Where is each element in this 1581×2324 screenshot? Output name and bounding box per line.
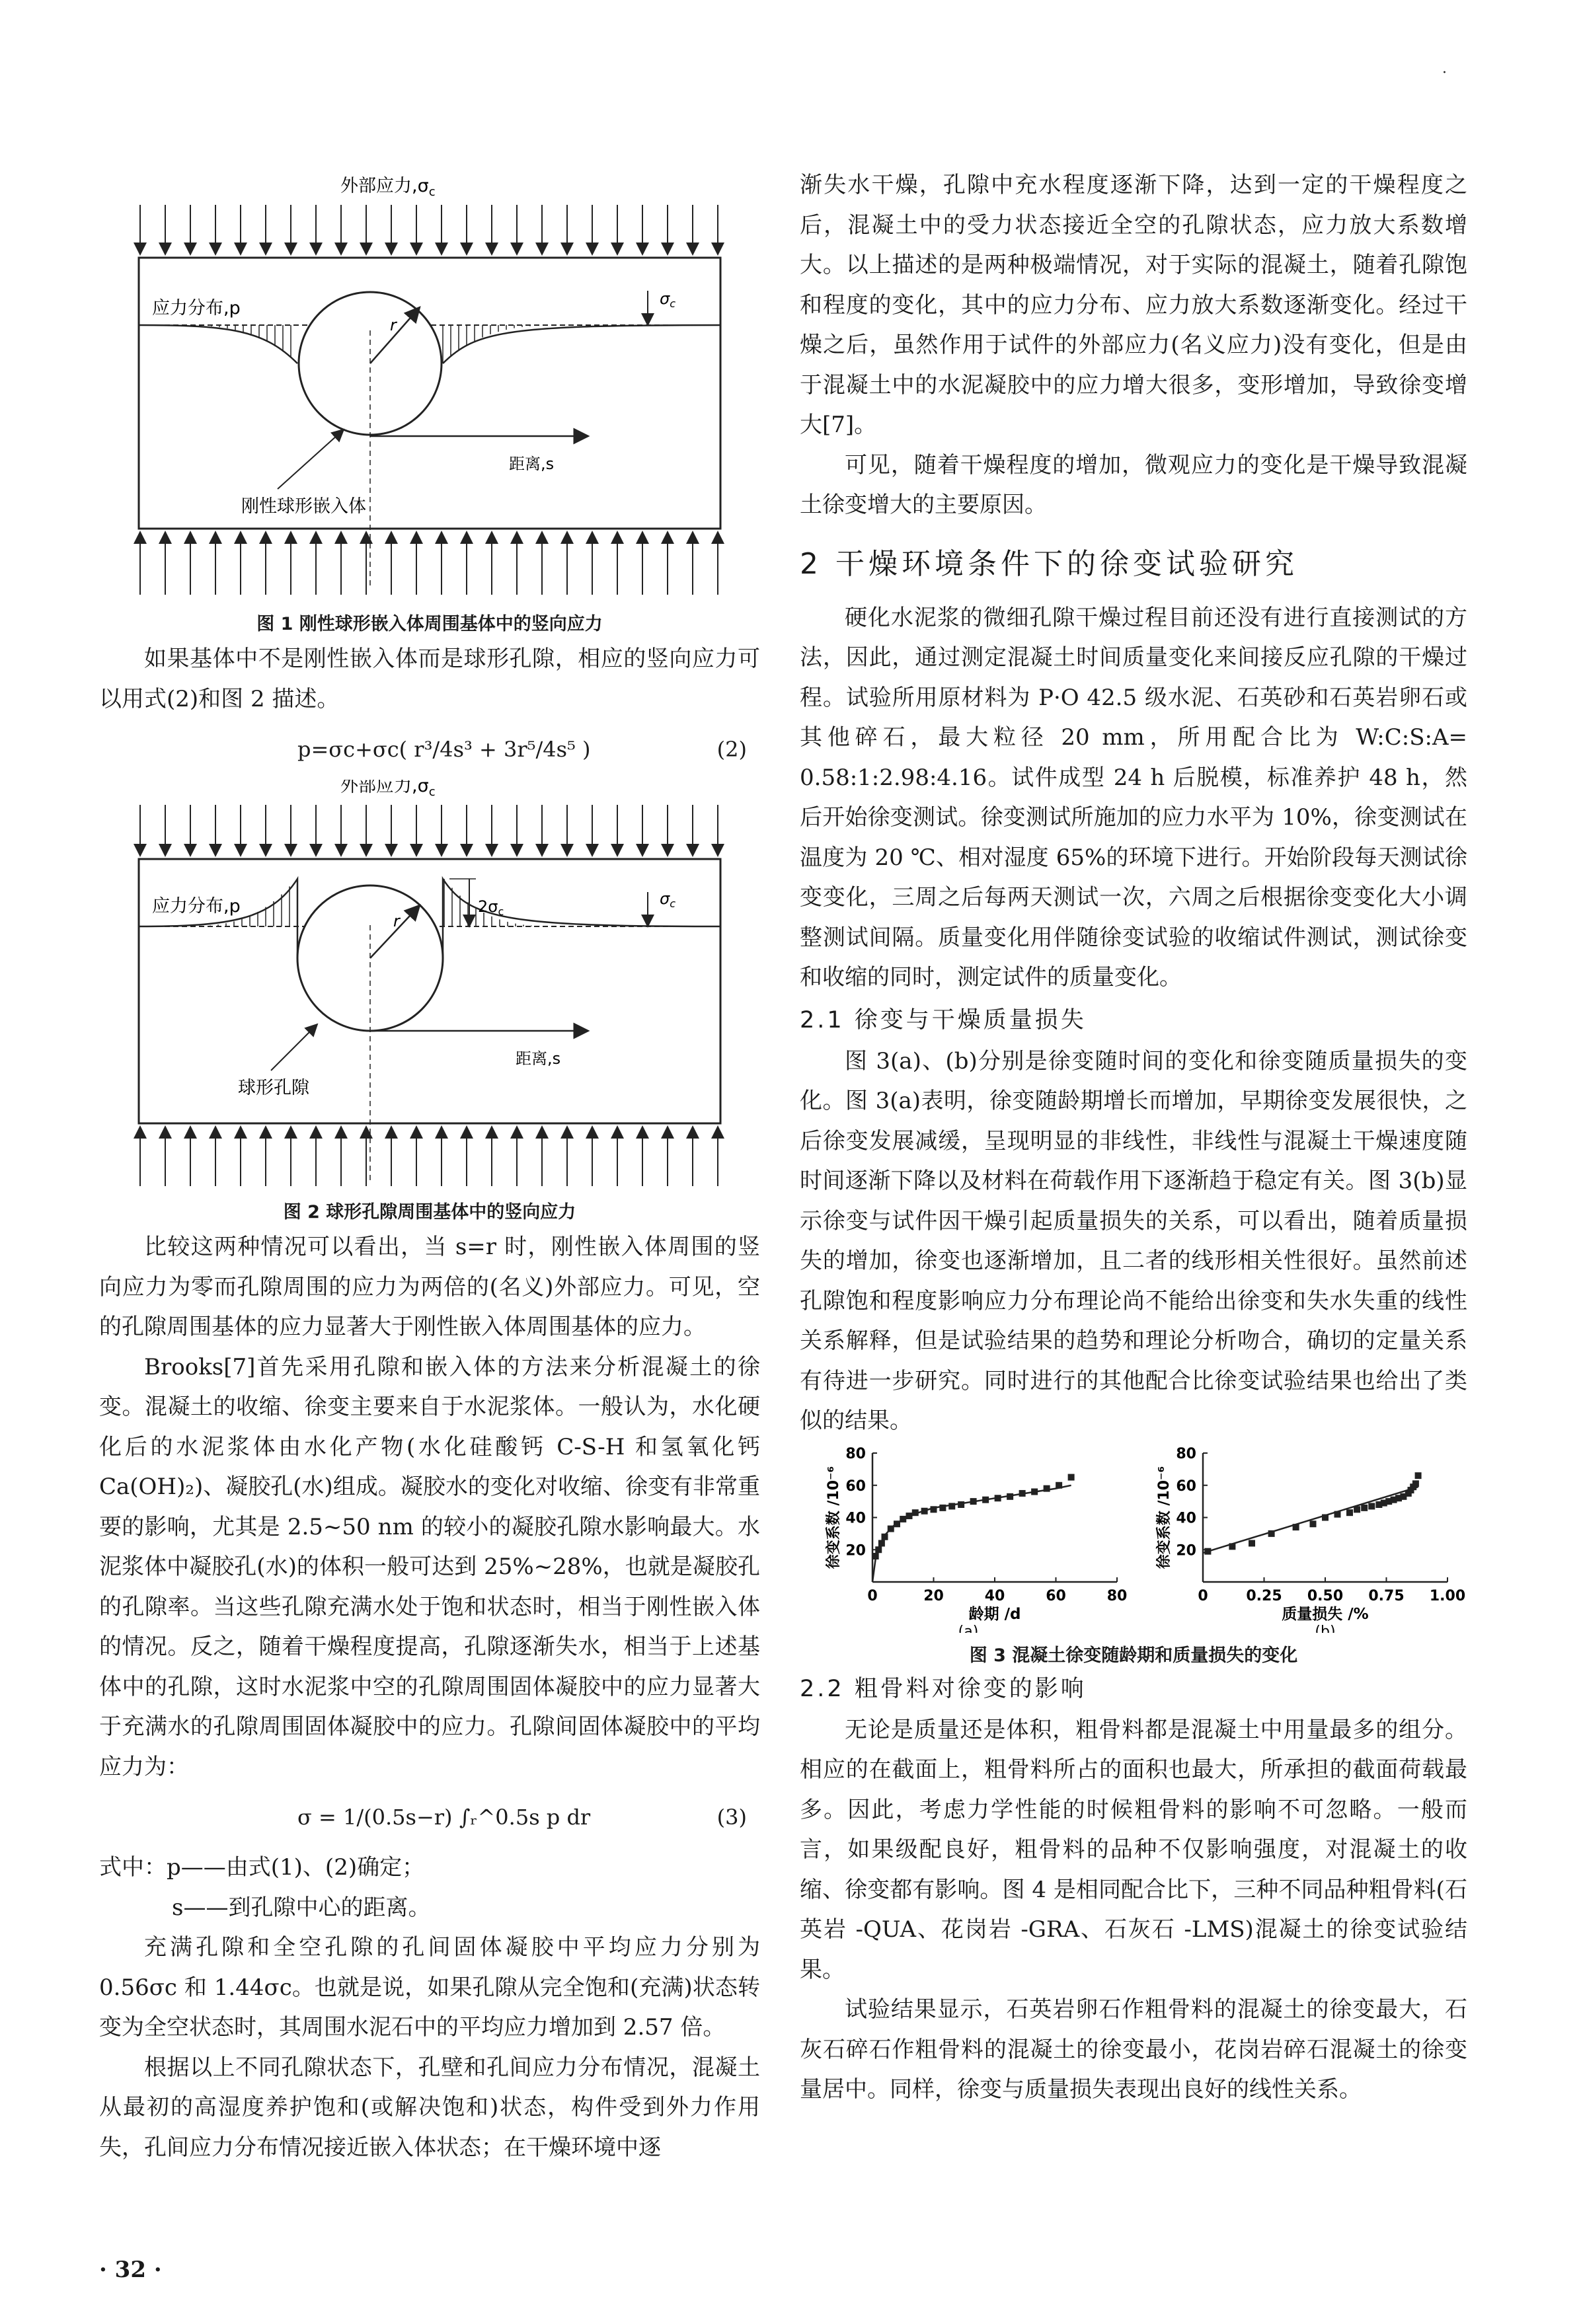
data-point: [1293, 1524, 1299, 1530]
x-tick-label: 0.50: [1307, 1587, 1344, 1604]
section-2-heading: 2 干燥环境条件下的徐变试验研究: [800, 546, 1298, 581]
fig2-stress-label: 应力分布,p: [152, 896, 241, 917]
data-point: [1229, 1543, 1235, 1550]
fig1-sigma-label: $\sigma_c$: [660, 289, 676, 310]
y-tick-label: 20: [1176, 1542, 1196, 1559]
x-tick-label: 0.25: [1246, 1587, 1282, 1604]
y-tick-label: 60: [1176, 1478, 1196, 1495]
panel-label: (a): [958, 1623, 979, 1633]
equation-3: [99, 1791, 760, 1844]
fig1-stress-curve-right: [443, 325, 720, 363]
fig2-top-arrows: [140, 805, 718, 856]
fig1-body-label: 刚性球形嵌入体: [241, 496, 366, 517]
equation-legend-s: s——到孔隙中心的距离。: [172, 1894, 431, 1921]
y-tick-label: 20: [845, 1542, 866, 1559]
equation-3-number: (3): [716, 1805, 747, 1830]
data-point: [1204, 1548, 1211, 1554]
data-point: [1268, 1530, 1275, 1536]
equation-legend: [99, 1848, 760, 1928]
fig2-r-label: r: [393, 912, 400, 930]
data-point: [888, 1525, 894, 1532]
right-column: [800, 165, 1467, 2110]
x-tick-label: 80: [1106, 1587, 1128, 1604]
subsection-2-2-heading: 2.2 粗骨料对徐变的影响: [800, 1675, 1087, 1702]
fig2-stress-curve-right: [443, 879, 720, 958]
right-paragraph-5: 无论是质量还是体积，粗骨料都是混凝土中用量最多的组分。相应的在截面上，粗骨料所占的面积也最大，所承担的截面荷载最多。因此，考虑力学性能的时候粗骨料的影响不可忽略。一般而言，如果级配良好，粗骨料的品种不仅影响强度，对混凝土的收缩、徐变都有影响。图 4 是相同配合比下，三种不同品种粗骨料(石英岩 -QUA、花岗岩 -GRA、石灰石 -LMS)混凝土的徐变试验结果。: [800, 1716, 1467, 1983]
figure-3-caption: 图 3 混凝土徐变随龄期和质量损失的变化: [969, 1645, 1298, 1666]
x-tick-label: 0: [1198, 1587, 1208, 1604]
data-point: [1031, 1488, 1038, 1495]
figure-2: [99, 780, 760, 1223]
x-tick-label: 1.00: [1429, 1587, 1466, 1604]
x-tick-label: 40: [984, 1587, 1005, 1604]
equation-2: [99, 723, 760, 776]
data-point: [982, 1496, 989, 1503]
fit-line: [1203, 1487, 1418, 1553]
figure-1: [99, 172, 760, 635]
data-point: [912, 1509, 919, 1516]
data-point: [931, 1506, 937, 1513]
data-point: [882, 1533, 888, 1540]
data-point: [921, 1507, 928, 1514]
fig2-top-label: 外部应力$,\sigma_c$: [340, 780, 436, 799]
figure-2-caption: 图 2 球形孔隙周围基体中的竖向应力: [283, 1202, 576, 1222]
right-paragraph-4: 图 3(a)、(b)分别是徐变随时间的变化和徐变随质量损失的变化。图 3(a)表明，徐变随龄期增长而增加，早期徐变发展很快，之后徐变发展减缓，呈现明显的非线性，非线性与混凝土干燥速度随时间逐渐下降以及材料在荷载作用下逐渐趋于稳定有关。图 3(b)显示徐变与试件因干燥引起质量损失的关系，可以看出，随着质量损失的增加，徐变也逐渐增加，且二者的线形相关性很好。虽然前述孔隙饱和程度影响应力分布理论尚不能给出徐变和失水失重的线性关系解释，但是试验结果的趋势和理论分析吻合，确切的定量关系有待进一步研究。同时进行的其他配合比徐变试验结果也给出了类似的结果。: [800, 1047, 1467, 1434]
y-tick-label: 80: [1176, 1445, 1196, 1462]
paragraph-a: 如果基体中不是刚性嵌入体而是球形孔隙，相应的竖向应力可以用式(2)和图 2 描述。: [99, 646, 760, 712]
fig2-body-label: 球形孔隙: [238, 1078, 309, 1098]
data-point: [1249, 1540, 1255, 1546]
fig1-body-pointer: [278, 430, 344, 489]
data-point: [1068, 1474, 1075, 1480]
data-point: [1322, 1514, 1329, 1520]
data-point: [995, 1495, 1001, 1501]
figure-1-diagram: [99, 172, 760, 601]
fig2-bottom-arrows: [140, 1127, 718, 1186]
y-axis-label: 徐变系数 /10⁻⁶: [1156, 1466, 1173, 1569]
data-point: [948, 1503, 955, 1509]
equation-3-body: σ = 1/(0.5s−r) ∫ᵣ^0.5s p dr: [297, 1805, 591, 1830]
x-axis-label: 龄期 /d: [968, 1605, 1021, 1623]
paragraph-c: Brooks[7]首先采用孔隙和嵌入体的方法来分析混凝土的徐变。混凝土的收缩、徐变主要来自于水泥浆体。一般认为，水化硬化后的水泥浆体由水化产物(水化硅酸钙 C-S-H 和氢氧化钙 Ca(OH)₂)、凝胶孔(水)组成。凝胶水的变化对收缩、徐变有非常重要的影响，尤其是 2.5~50 nm 的较小的凝胶孔隙水影响最大。水泥浆体中凝胶孔(水)的体积一般可达到 25%~28%，也就是凝胶孔的孔隙率。当这些孔隙充满水处于饱和状态时，相当于刚性嵌入体的情况。反之，随着干燥程度提高，孔隙逐渐失水，相当于上述基体中的孔隙，这时水泥浆中空的孔隙周围固体凝胶中的应力显著大于充满水的孔隙周围固体凝胶中的应力。孔隙间固体凝胶中的平均应力为：: [99, 1353, 760, 1780]
fig2-2sigma-label: $2\sigma_c$: [478, 897, 504, 918]
chart-panel-a: [825, 1446, 1127, 1633]
fig1-stress-curve-left: [139, 325, 297, 363]
panel-label: (b): [1315, 1623, 1336, 1633]
data-point: [1415, 1472, 1422, 1479]
data-point: [906, 1513, 913, 1519]
data-point: [1310, 1520, 1317, 1527]
data-point: [1044, 1485, 1050, 1491]
x-tick-label: 20: [923, 1587, 944, 1604]
data-point: [872, 1553, 879, 1559]
right-paragraph-6: 试验结果显示，石英岩卵石作粗骨料的混凝土的徐变最大，石灰石碎石作粗骨料的混凝土的徐变最小，花岗岩碎石混凝土的徐变量居中。同样，徐变与质量损失表现出良好的线性关系。: [800, 1996, 1467, 2103]
data-point: [1368, 1503, 1375, 1509]
page-number: · 32 ·: [99, 2257, 162, 2283]
paragraph-d: 充满孔隙和全空孔隙的孔间固体凝胶中平均应力分别为 0.56σc 和 1.44σc。也就是说，如果孔隙从完全饱和(充满)状态转变为全空状态时，其周围水泥石中的平均应力增加到 2.57 倍。: [99, 1934, 760, 2041]
y-tick-label: 80: [845, 1445, 866, 1462]
corner-dot: ·: [1442, 65, 1447, 81]
data-point: [1346, 1509, 1353, 1516]
equation-2-number: (2): [716, 737, 747, 762]
y-axis-label: 徐变系数 /10⁻⁶: [826, 1466, 842, 1569]
left-column: [99, 172, 760, 2167]
fig1-top-label: 外部应力$,\sigma_c$: [340, 176, 436, 199]
data-point: [1056, 1481, 1062, 1488]
chart-panel-b: [1155, 1446, 1465, 1633]
paragraph-b: 比较这两种情况可以看出，当 s=r 时，刚性嵌入体周围的竖向应力为零而孔隙周围的应力为两倍的(名义)外部应力。可见，空的孔隙周围基体的应力显著大于刚性嵌入体周围基体的应力。: [99, 1234, 760, 1340]
data-point: [939, 1504, 946, 1511]
x-tick-label: 0.75: [1368, 1587, 1405, 1604]
data-point: [878, 1540, 885, 1546]
data-point: [894, 1520, 900, 1527]
figure-3: [800, 1441, 1467, 1667]
data-point: [1019, 1489, 1026, 1496]
x-axis-label: 质量损失 /%: [1282, 1605, 1369, 1623]
data-point: [900, 1515, 906, 1522]
fig2-body-pointer: [271, 1024, 317, 1070]
paragraph-e: 根据以上不同孔隙状态下，孔壁和孔间应力分布情况，混凝土从最初的高湿度养护饱和(或解决饱和)状态，构件受到外力作用失，孔间应力分布情况接近嵌入体状态；在干燥环境中逐: [99, 2054, 760, 2161]
y-tick-label: 40: [1176, 1510, 1196, 1526]
x-tick-label: 60: [1046, 1587, 1066, 1604]
fig1-bottom-arrows: [140, 532, 718, 595]
x-tick-label: 0: [867, 1587, 878, 1604]
data-point: [1354, 1506, 1360, 1513]
figure-3-charts: [800, 1441, 1467, 1633]
right-paragraph-3: 硬化水泥浆的微细孔隙干燥过程目前还没有进行直接测试的方法，因此，通过测定混凝土时间质量变化来间接反应孔隙的干燥过程。试验所用原材料为 P·O 42.5 级水泥、石英砂和石英岩卵石或其他碎石，最大粒径 20 mm，所用配合比为 W:C:S:A= 0.58:1:2.98:4.16。试件成型 24 h 后脱模，标准养护 48 h，然后开始徐变测试。徐变测试所施加的应力水平为 10%，徐变测试在温度为 20 ℃、相对湿度 65%的环境下进行。开始阶段每天测试徐变变化，三周之后每两天测试一次，六周之后根据徐变变化大小调整测试间隔。质量变化用伴随徐变试验的收缩试件测试，测试徐变和收缩的同时，测定试件的质量变化。: [800, 604, 1467, 991]
fig2-sigma-label: $\sigma_c$: [660, 889, 676, 910]
data-point: [1361, 1504, 1368, 1511]
y-tick-label: 40: [845, 1510, 866, 1526]
fig1-stress-label: 应力分布,p: [152, 298, 241, 319]
right-paragraph-2: 可见，随着干燥程度的增加，微观应力的变化是干燥导致混凝土徐变增大的主要原因。: [800, 451, 1467, 518]
fig1-distance-label: 距离,s: [509, 455, 555, 473]
data-point: [1412, 1480, 1419, 1487]
data-point: [1007, 1493, 1013, 1499]
fig2-distance-label: 距离,s: [516, 1049, 561, 1068]
fig1-top-arrows: [140, 205, 718, 254]
data-point: [958, 1501, 964, 1508]
figure-2-diagram: [99, 780, 760, 1189]
fig1-r-label: r: [390, 316, 397, 334]
subsection-2-1-heading: 2.1 徐变与干燥质量损失: [800, 1006, 1087, 1033]
data-point: [1334, 1511, 1341, 1517]
figure-1-caption: 图 1 刚性球形嵌入体周围基体中的竖向应力: [256, 614, 603, 634]
equation-legend-p: 式中：p——由式(1)、(2)确定；: [99, 1854, 425, 1881]
right-paragraph-1: 渐失水干燥，孔隙中充水程度逐渐下降，达到一定的干燥程度之后，混凝土中的受力状态接近全空的孔隙状态，应力放大系数增大。以上描述的是两种极端情况，对于实际的混凝土，随着孔隙饱和程度的变化，其中的应力分布、应力放大系数逐渐变化。经过干燥之后，虽然作用于试件的外部应力(名义应力)没有变化，但是由于混凝土中的水泥凝胶中的应力增大很多，变形增加，导致徐变增大[7]。: [800, 172, 1467, 438]
equation-2-body: p=σc+σc( r³/4s³ + 3r⁵/4s⁵ ): [297, 737, 591, 762]
data-point: [875, 1546, 882, 1553]
data-point: [970, 1498, 977, 1505]
y-tick-label: 60: [845, 1478, 866, 1495]
